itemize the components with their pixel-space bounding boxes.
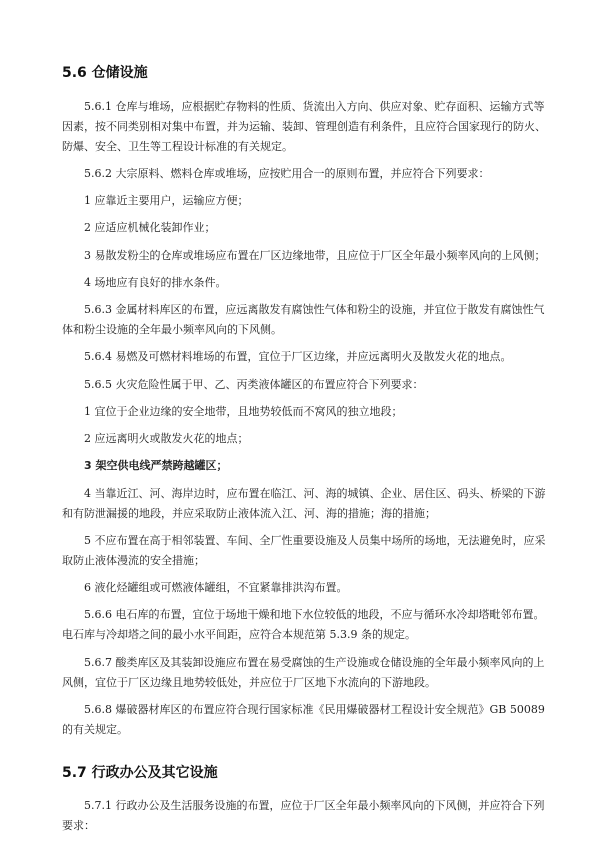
clause-5-6-2-item-2: 2 应适应机械化装卸作业； — [84, 221, 216, 235]
section-heading-5-6: 5.6 仓储设施 — [62, 65, 148, 81]
section-heading-5-7: 5.7 行政办公及其它设施 — [62, 764, 218, 781]
clause-5-6-4: 5.6.4 易燃及可燃材料堆场的布置，宜位于厂区边缘，并应远离明火及散发火花的地点。 — [84, 350, 512, 364]
clause-5-6-2-item-1: 1 应靠近主要用户，运输应方便； — [84, 194, 249, 208]
clause-5-6-5-item-6: 6 液化烃罐组或可燃液体罐组，不宜紧靠排洪沟布置。 — [84, 581, 348, 595]
clause-5-6-5-item-3: 3 架空供电线严禁跨越罐区； — [84, 459, 228, 473]
document-page-continued — [62, 0, 550, 848]
clause-5-6-7: 5.6.7 酸类库区及其装卸设施应布置在易受腐蚀的生产设施或仓储设施的全年最小频率风向的上风侧，宜位于厂区边缘且地势较低处，并应位于厂区地下水流向的下游地段。 — [62, 655, 545, 689]
clause-5-6-5: 5.6.5 火灾危险性属于甲、乙、丙类液体罐区的布置应符合下列要求： — [84, 377, 424, 391]
clause-5-6-2: 5.6.2 大宗原料、燃料仓库或堆场，应按贮用合一的原则布置，并应符合下列要求： — [84, 166, 490, 180]
clause-5-6-2-item-3: 3 易散发粉尘的仓库或堆场应布置在厂区边缘地带，且应位于厂区全年最小频率风向的上风侧； — [84, 248, 546, 262]
clause-5-6-1: 5.6.1 仓库与堆场，应根据贮存物料的性质、货流出入方向、供应对象、贮存面积、运输方式等因素，按不同类别相对集中布置，并为运输、装卸、管理创造有利条件，且应符合国家现行的防火、防爆、安全、卫生等工程设计标准的有关规定。 — [62, 99, 546, 153]
clause-5-6-5-item-5: 5 不应布置在高于相邻装置、车间、全厂性重要设施及人员集中场所的场地，无法避免时，应采取防止液体漫流的安全措施； — [62, 533, 546, 567]
clause-5-6-2-item-4: 4 场地应有良好的排水条件。 — [84, 275, 227, 289]
clause-5-6-3: 5.6.3 金属材料库区的布置，应远离散发有腐蚀性气体和粉尘的设施，并宜位于散发有腐蚀性气体和粉尘设施的全年最小频率风向的下风侧。 — [62, 303, 545, 337]
clause-5-6-5-item-1: 1 宜位于企业边缘的安全地带，且地势较低而不窝风的独立地段； — [84, 404, 403, 418]
clause-5-6-5-item-2: 2 应远离明火或散发火花的地点； — [84, 432, 249, 446]
clause-5-6-6: 5.6.6 电石库的布置，宜位于场地干燥和地下水位较低的地段，不应与循环水冷却塔毗邻布置。电石库与冷却塔之间的最小水平间距，应符合本规范第 5.3.9 条的规定。 — [62, 608, 545, 642]
clause-5-6-5-item-4: 4 当靠近江、河、海岸边时，应布置在临江、河、海的城镇、企业、居住区、码头、桥梁的下游和有防泄漏援的地段，并应采取防止液体流入江、河、海的措施；海的措施； — [62, 486, 546, 520]
clause-5-6-8: 5.6.8 爆破器材库区的布置应符合现行国家标准《民用爆破器材工程设计安全规范》GB 50089 的有关规定。 — [62, 702, 545, 736]
clause-5-7-1: 5.7.1 行政办公及生活服务设施的布置，应位于厂区全年最小频率风向的下风侧，并应符合下列要求： — [62, 799, 545, 833]
